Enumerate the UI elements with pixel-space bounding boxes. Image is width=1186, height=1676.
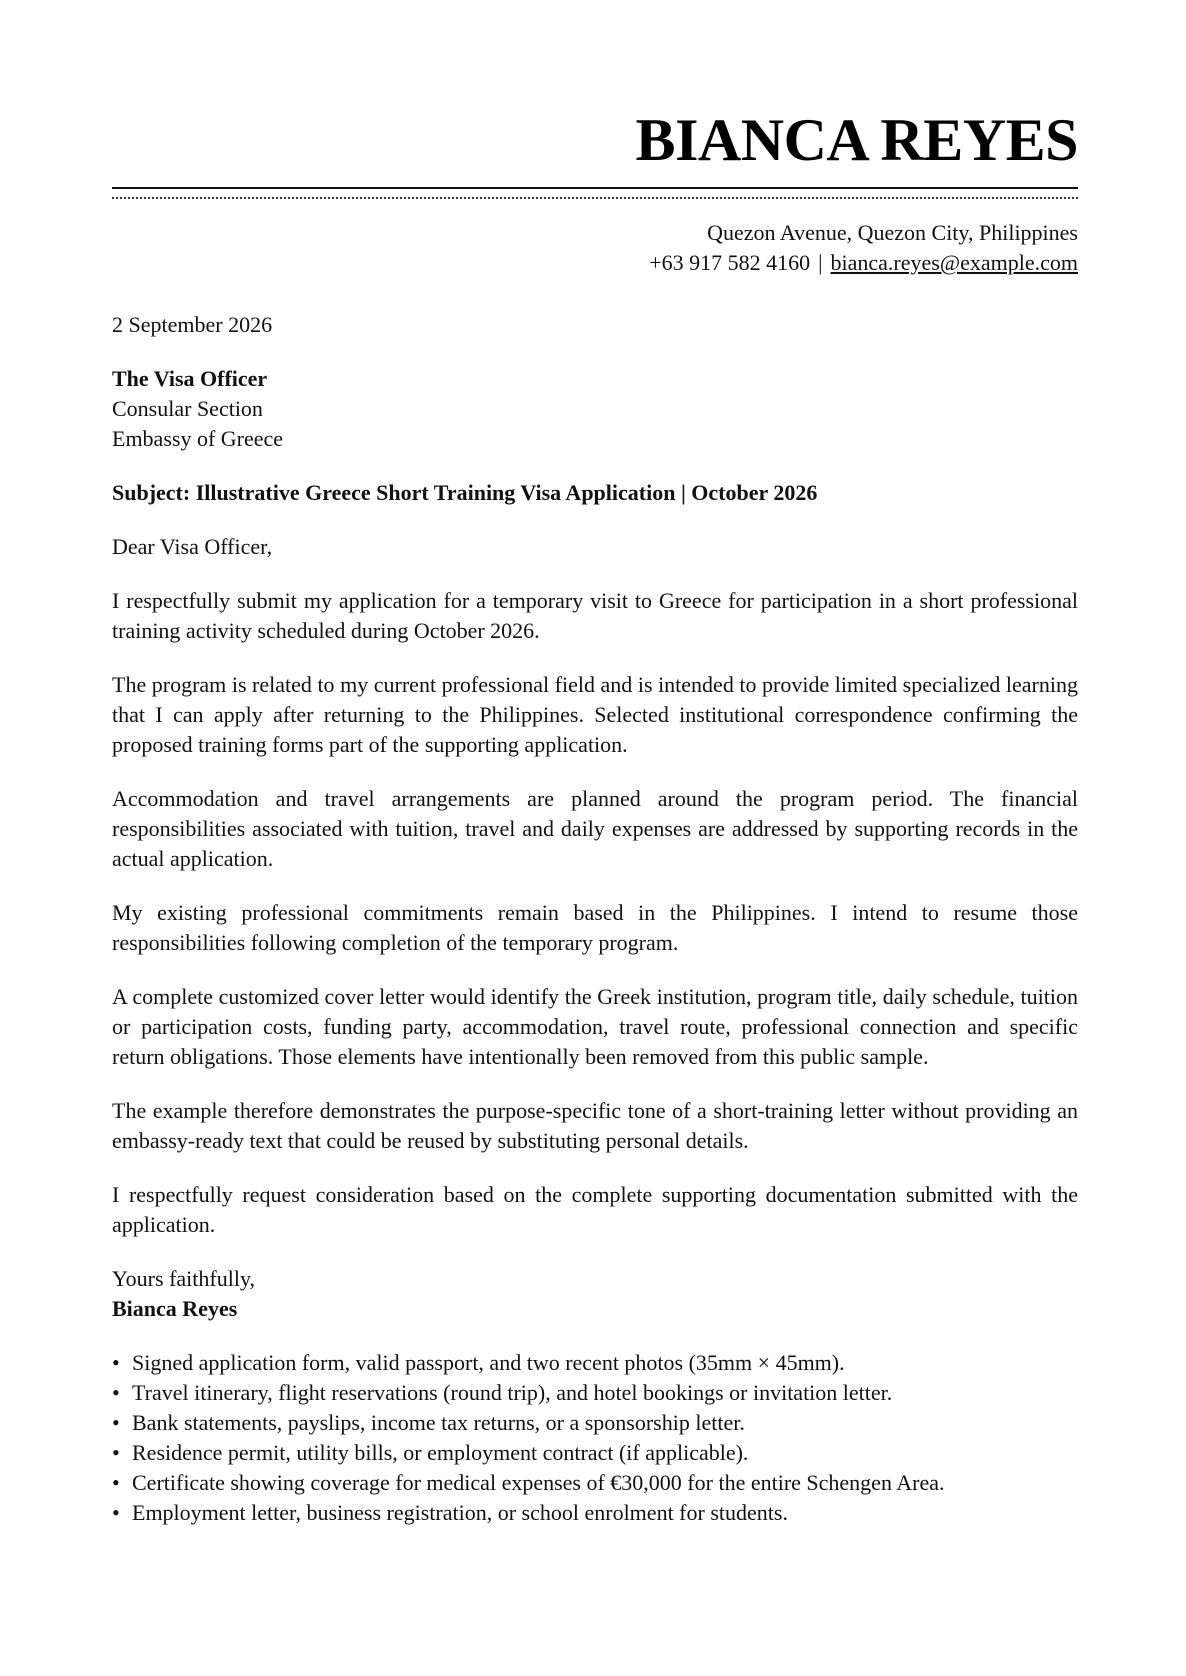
recipient-line-3: Embassy of Greece: [112, 426, 284, 451]
document-checklist: [112, 1348, 1078, 1528]
checklist-item-text: Residence permit, utility bills, or employment contract (if applicable).: [132, 1440, 749, 1465]
closing-block: [112, 1264, 1078, 1324]
contact-address: Quezon Avenue, Quezon City, Philippines: [707, 220, 1078, 245]
bullet-icon: •: [112, 1440, 120, 1465]
contact-phone: +63 917 582 4160: [649, 250, 811, 275]
body-paragraph: A complete customized cover letter would identify the Greek institution, program title, daily schedule, tuition or participation costs, funding party, accommodation, travel route, professional connection and specific return obligations. Those elements have intentionally been removed from this public sample.: [112, 984, 1078, 1069]
checklist-item-text: Signed application form, valid passport, and two recent photos (35mm × 45mm).: [132, 1350, 845, 1375]
bullet-icon: •: [112, 1500, 120, 1525]
closing-phrase: Yours faithfully,: [112, 1266, 256, 1291]
checklist-item: [112, 1498, 1078, 1528]
checklist-item-text: Travel itinerary, flight reservations (round trip), and hotel bookings or invitation letter.: [132, 1380, 893, 1405]
body-paragraph: The example therefore demonstrates the purpose-specific tone of a short-training letter without providing an embassy-ready text that could be reused by substituting personal details.: [112, 1098, 1078, 1153]
contact-line: [649, 248, 1078, 278]
checklist-item: [112, 1408, 1078, 1438]
subject-line: Subject: Illustrative Greece Short Training Visa Application | October 2026: [112, 480, 818, 505]
contact-separator: |: [818, 250, 823, 275]
letter-body: [112, 310, 1078, 1528]
bullet-icon: •: [112, 1350, 120, 1375]
checklist-item: [112, 1348, 1078, 1378]
header-rule-solid: [112, 187, 1078, 189]
salutation: Dear Visa Officer,: [112, 534, 273, 559]
checklist-item: [112, 1378, 1078, 1408]
checklist-item-text: Bank statements, payslips, income tax returns, or a sponsorship letter.: [132, 1410, 745, 1435]
bullet-icon: •: [112, 1380, 120, 1405]
signature-name: Bianca Reyes: [112, 1296, 238, 1321]
letter-date: 2 September 2026: [112, 312, 273, 337]
checklist-item-text: Employment letter, business registration, or school enrolment for students.: [132, 1500, 788, 1525]
contact-block: [649, 218, 1078, 278]
body-paragraph: Accommodation and travel arrangements are planned around the program period. The financial responsibilities associated with tuition, travel and daily expenses are addressed by supporting records in the actual application.: [112, 786, 1078, 871]
checklist-item-text: Certificate showing coverage for medical expenses of €30,000 for the entire Schengen Area.: [132, 1470, 945, 1495]
recipient-block: [112, 364, 1078, 454]
body-paragraph: I respectfully submit my application for a temporary visit to Greece for participation in a short professional training activity scheduled during October 2026.: [112, 588, 1078, 643]
body-paragraph: I respectfully request consideration based on the complete supporting documentation submitted with the application.: [112, 1182, 1078, 1237]
applicant-name: BIANCA REYES: [635, 107, 1078, 173]
bullet-icon: •: [112, 1410, 120, 1435]
recipient-line-2: Consular Section: [112, 396, 263, 421]
contact-email-link[interactable]: bianca.reyes@example.com: [830, 250, 1078, 275]
body-paragraph: The program is related to my current professional field and is intended to provide limited specialized learning that I can apply after returning to the Philippines. Selected institutional correspondence confirming the proposed training forms part of the supporting application.: [112, 672, 1078, 757]
header-rule-dotted: [112, 197, 1078, 199]
body-paragraph: My existing professional commitments remain based in the Philippines. I intend to resume those responsibilities following completion of the temporary program.: [112, 900, 1078, 955]
recipient-title: The Visa Officer: [112, 366, 268, 391]
checklist-item: [112, 1438, 1078, 1468]
bullet-icon: •: [112, 1470, 120, 1495]
checklist-item: [112, 1468, 1078, 1498]
